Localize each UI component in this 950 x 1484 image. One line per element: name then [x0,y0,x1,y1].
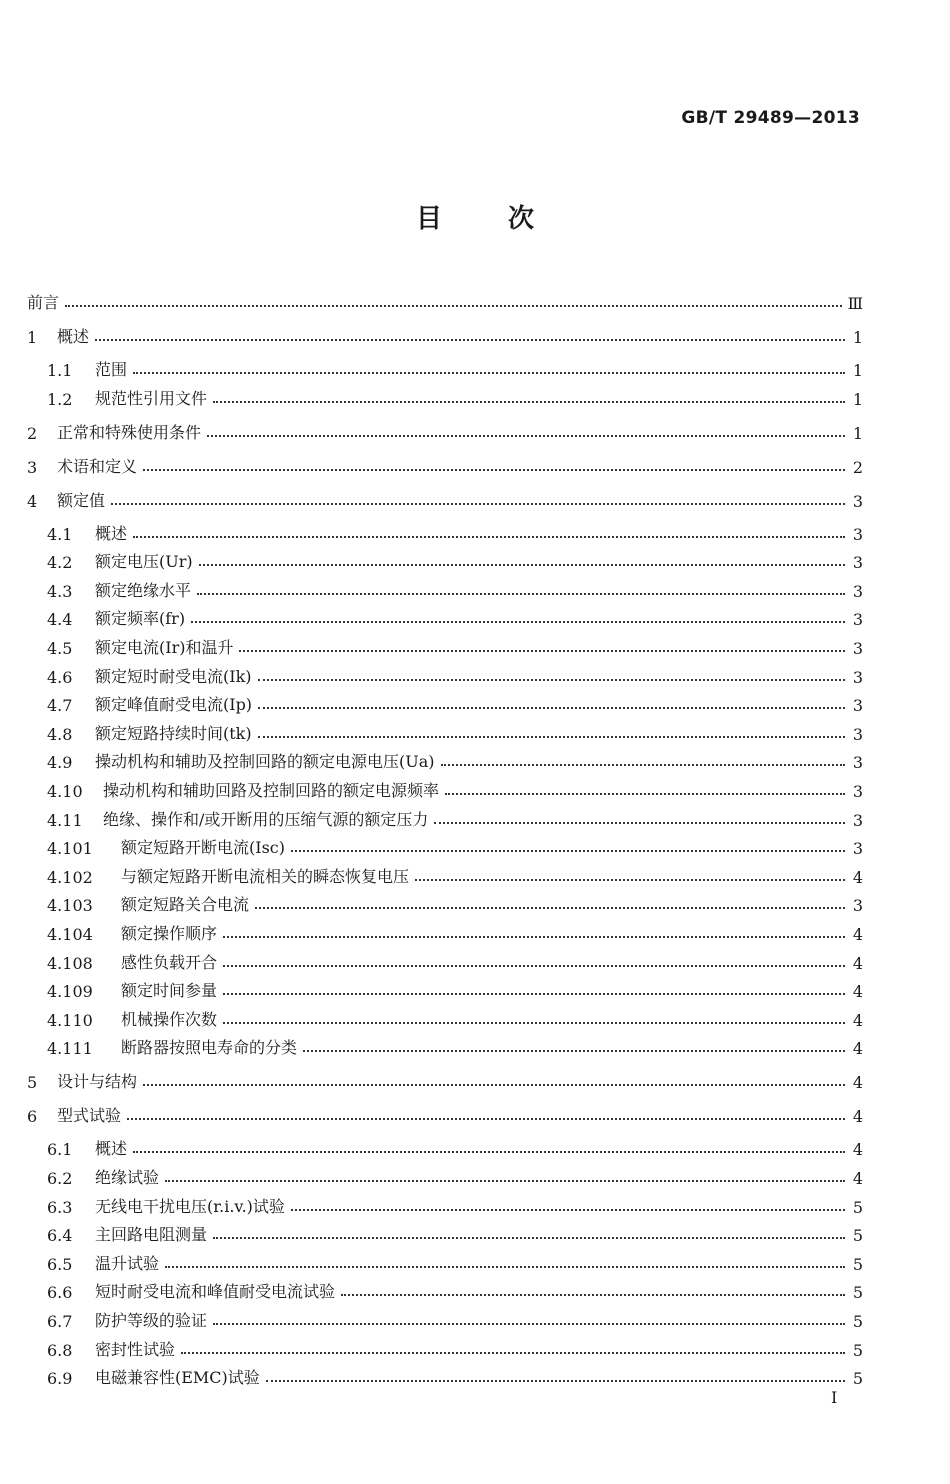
toc-entry-label: 感性负载开合 [121,953,218,972]
toc-entry[interactable] [47,775,863,801]
toc-entry-number: 4.110 [47,1011,93,1030]
dot-leader [258,707,845,709]
toc-entry-number: 6.6 [47,1283,73,1302]
toc-entry-number: 6.3 [47,1198,73,1217]
toc-entry-label: 操动机构和辅助及控制回路的额定电源电压(Ua) [95,752,435,771]
toc-entry-label: 额定时间参量 [121,981,218,1000]
toc-entry-label: 机械操作次数 [121,1010,218,1029]
toc-entry[interactable] [47,689,863,715]
toc-entry-label: 概述 [57,327,90,346]
toc-entry[interactable] [47,354,863,380]
toc-entry[interactable] [47,889,863,915]
toc-entry[interactable] [47,718,863,744]
toc-entry-number: 4.104 [47,925,93,944]
toc-entry-page: 3 [852,782,863,801]
toc-entry-label: 前言 [27,293,60,312]
toc-entry[interactable] [47,661,863,687]
toc-entry-label: 额定短路关合电流 [121,895,250,914]
standard-code: GB/T 29489—2013 [681,108,860,128]
dot-leader [291,1209,845,1211]
toc-entry-number: 4.101 [47,839,93,858]
toc-entry-number: 6.2 [47,1169,73,1188]
toc-entry-label: 术语和定义 [57,457,138,476]
toc-entry-number: 1.1 [47,361,73,380]
toc-entry-page: 3 [852,639,863,658]
toc-entry[interactable] [47,918,863,944]
dot-leader [127,1118,845,1120]
dot-leader [434,822,845,824]
dot-leader [207,435,845,437]
toc-entry-page: 3 [852,896,863,915]
dot-leader [255,907,845,909]
toc-entry-label: 短时耐受电流和峰值耐受电流试验 [95,1282,336,1301]
toc-entry[interactable] [27,451,863,477]
toc-entry[interactable] [47,746,863,772]
toc-entry-number: 4.4 [47,610,73,629]
toc-entry[interactable] [27,417,863,443]
dot-leader [65,305,842,307]
toc-entry-page: 1 [852,361,863,380]
dot-leader [197,593,845,595]
toc-entry-page: 5 [852,1226,863,1245]
toc-entry-page: 3 [852,582,863,601]
toc-entry[interactable] [27,321,863,347]
toc-entry-label: 温升试验 [95,1254,160,1273]
toc-entry-page: 1 [852,390,863,409]
toc-entry-number: 4.102 [47,868,93,887]
toc-entry-number: 6.5 [47,1255,73,1274]
toc-entry[interactable] [47,1334,863,1360]
toc-entry[interactable] [47,383,863,409]
page-folio: I [831,1388,838,1407]
toc-entry-label: 额定短时耐受电流(Ik) [95,667,252,686]
toc-entry[interactable] [47,546,863,572]
toc-entry-page: 5 [852,1198,863,1217]
dot-leader [181,1352,845,1354]
toc-entry[interactable] [47,1305,863,1331]
toc-entry-label: 主回路电阻测量 [95,1225,208,1244]
dot-leader [133,536,845,538]
toc-entry[interactable] [27,287,863,313]
toc-entry[interactable] [47,1004,863,1030]
dot-leader [95,339,845,341]
toc-entry-page: 5 [852,1369,863,1388]
dot-leader [165,1180,845,1182]
toc-entry-label: 额定短路持续时间(tk) [95,724,252,743]
toc-entry[interactable] [27,1066,863,1092]
dot-leader [223,1022,845,1024]
dot-leader [213,401,845,403]
dot-leader [133,1151,845,1153]
dot-leader [143,1084,845,1086]
toc-entry-label: 电磁兼容性(EMC)试验 [95,1368,260,1387]
dot-leader [441,764,845,766]
dot-leader [303,1050,845,1052]
toc-entry-page: 1 [852,328,863,347]
toc-entry-page: 4 [852,982,863,1001]
toc-entry-label: 额定峰值耐受电流(Ip) [95,695,253,714]
toc-entry-label: 概述 [95,524,128,543]
toc-entry-page: 5 [852,1283,863,1302]
toc-entry-number: 4.109 [47,982,93,1001]
toc-entry[interactable] [47,1191,863,1217]
toc-entry-page: 4 [852,1011,863,1030]
toc-entry-page: 4 [852,954,863,973]
toc-entry-number: 4.111 [47,1039,93,1058]
toc-entry-page: 5 [852,1255,863,1274]
toc-entry-number: 1 [27,328,38,347]
toc-entry-label: 额定电流(Ir)和温升 [95,638,234,657]
toc-entry-page: 4 [852,925,863,944]
toc-entry[interactable] [47,1276,863,1302]
toc-entry-label: 密封性试验 [95,1340,176,1359]
toc-entry-number: 6.9 [47,1369,73,1388]
dot-leader [133,372,845,374]
dot-leader [291,850,845,852]
toc-entry[interactable] [27,1100,863,1126]
toc-entry-number: 2 [27,424,38,443]
toc-entry-number: 3 [27,458,38,477]
toc-entry-page: 4 [852,1169,863,1188]
toc-entry-page: 3 [852,811,863,830]
dot-leader [445,793,845,795]
dot-leader [223,965,845,967]
toc-entry-number: 4.2 [47,553,73,572]
toc-entry-page: 3 [852,610,863,629]
toc-entry-label: 型式试验 [57,1106,122,1125]
toc-entry-page: 3 [852,492,863,511]
toc-entry-page: 5 [852,1341,863,1360]
toc-entry-page: 4 [852,868,863,887]
dot-leader [341,1294,845,1296]
toc-entry-page: 3 [852,725,863,744]
toc-entry-label: 额定频率(fr) [95,609,186,628]
dot-leader [258,679,845,681]
toc-entry-number: 1.2 [47,390,73,409]
toc-entry[interactable] [47,1362,863,1388]
dot-leader [239,650,845,652]
toc-entry[interactable] [47,1032,863,1058]
toc-entry-page: Ⅲ [847,294,863,313]
toc-entry-label: 绝缘、操作和/或开断用的压缩气源的额定压力 [103,810,429,829]
toc-entry-number: 4.9 [47,753,73,772]
toc-entry-page: 3 [852,839,863,858]
toc-entry[interactable] [47,575,863,601]
toc-entry-number: 4.11 [47,811,83,830]
toc-entry-label: 额定操作顺序 [121,924,218,943]
toc-entry[interactable] [47,975,863,1001]
toc-entry-page: 5 [852,1312,863,1331]
title-char-2: 次 [508,204,535,234]
toc-entry[interactable] [47,832,863,858]
toc-entry-page: 2 [852,458,863,477]
toc-entry-number: 4.7 [47,696,73,715]
toc-entry[interactable] [47,804,863,830]
toc-entry-number: 4.8 [47,725,73,744]
toc-entry-page: 4 [852,1140,863,1159]
toc-entry-number: 4.3 [47,582,73,601]
toc-entry-page: 4 [852,1039,863,1058]
toc-entry-number: 4.1 [47,525,73,544]
toc-entry-number: 6.1 [47,1140,73,1159]
dot-leader [213,1237,845,1239]
toc-entry[interactable] [47,1248,863,1274]
toc-entry-number: 6.4 [47,1226,73,1245]
toc-entry-label: 绝缘试验 [95,1168,160,1187]
toc-entry-number: 4.108 [47,954,93,973]
toc-entry-label: 操动机构和辅助回路及控制回路的额定电源频率 [103,781,440,800]
toc-entry-page: 3 [852,553,863,572]
toc-entry-label: 断路器按照电寿命的分类 [121,1038,298,1057]
toc-entry-number: 4.5 [47,639,73,658]
dot-leader [223,936,845,938]
toc-entry-page: 3 [852,696,863,715]
toc-entry-page: 3 [852,668,863,687]
toc-entry-label: 额定电压(Ur) [95,552,193,571]
toc-entry-label: 范围 [95,360,128,379]
toc-entry-label: 无线电干扰电压(r.i.v.)试验 [95,1197,285,1216]
dot-leader [266,1380,845,1382]
toc-entry-label: 与额定短路开断电流相关的瞬态恢复电压 [121,867,410,886]
toc-entry-label: 防护等级的验证 [95,1311,208,1330]
dot-leader [199,564,845,566]
toc-entry-number: 6.8 [47,1341,73,1360]
toc-entry-label: 额定短路开断电流(Isc) [121,838,285,857]
page-title [0,198,950,235]
toc-entry-label: 设计与结构 [57,1072,138,1091]
toc-entry[interactable] [47,632,863,658]
dot-leader [191,621,845,623]
toc-entry-number: 4 [27,492,38,511]
dot-leader [165,1266,845,1268]
toc-entry-label: 额定值 [57,491,106,510]
dot-leader [143,469,845,471]
dot-leader [213,1323,845,1325]
toc-entry-page: 1 [852,424,863,443]
toc-entry-number: 6 [27,1107,38,1126]
toc-entry-number: 4.103 [47,896,93,915]
toc-entry[interactable] [27,485,863,511]
toc-entry-page: 4 [852,1073,863,1092]
toc-entry[interactable] [47,1133,863,1159]
toc-entry[interactable] [47,947,863,973]
toc-entry-number: 5 [27,1073,38,1092]
toc-entry[interactable] [47,518,863,544]
toc-entry[interactable] [47,1162,863,1188]
toc-entry-label: 额定绝缘水平 [95,581,192,600]
toc-entry-number: 4.6 [47,668,73,687]
dot-leader [111,503,845,505]
toc-entry-number: 4.10 [47,782,83,801]
dot-leader [223,993,845,995]
dot-leader [258,736,845,738]
toc-entry[interactable] [47,1219,863,1245]
toc-entry-number: 6.7 [47,1312,73,1331]
toc-entry-label: 概述 [95,1139,128,1158]
toc-entry-page: 4 [852,1107,863,1126]
toc-entry-page: 3 [852,753,863,772]
toc-entry-label: 正常和特殊使用条件 [57,423,202,442]
toc-entry-page: 3 [852,525,863,544]
title-char-1: 目 [415,204,442,234]
toc-entry-label: 规范性引用文件 [95,389,208,408]
toc-entry[interactable] [47,861,863,887]
dot-leader [415,879,845,881]
toc-entry[interactable] [47,603,863,629]
